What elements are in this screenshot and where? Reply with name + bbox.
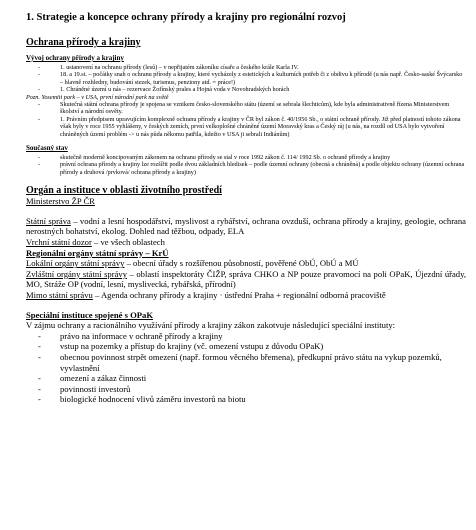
outside-paragraph xyxy=(26,290,466,301)
special-label: Zvláštní orgány státní správy xyxy=(26,268,127,279)
local-text: – obecní úřady s rozšířenou působností, pověřené ObÚ, ObÚ a MÚ xyxy=(124,258,359,269)
list-item: - 1. Chráněné území u nás – rezervace Žofínský prales a Hojná voda v Novohradských horách xyxy=(26,86,466,93)
ministry-label: Ministerstvo ŽP ČR xyxy=(26,196,95,207)
subheading-soucasny-stav: Současný stav xyxy=(26,144,68,153)
note-text: Pozn. Yosemiti park – v USA, první národní park na světě xyxy=(26,93,169,101)
state-admin-paragraph xyxy=(26,216,466,237)
document-page xyxy=(26,12,466,405)
special-paragraph xyxy=(26,269,466,290)
history-list-2 xyxy=(26,101,466,138)
outside-text: – Agenda ochrany přírody a krajiny · ústřední Praha + regionální odborná pracoviště xyxy=(92,290,386,301)
subheading-vyvoj: Vývoj ochrany přírody a krajiny xyxy=(26,54,124,62)
list-item: - obecnou povinnost strpět omezení (např. formou věcného břemena), předkupní právo státu na vykup pozemků, vyvlastnění xyxy=(26,352,466,373)
history-list xyxy=(26,64,466,94)
state-admin-label: Státní správa xyxy=(26,215,71,226)
special-intro: V zájmu ochrany a racionálního využívání přírody a krajiny zákon zakotvuje následující speciální instituty: xyxy=(26,320,396,331)
section-heading-special: Speciální instituce spojené s OPaK xyxy=(26,309,154,320)
list-item: - 18. a 19.st. – počátky snah o ochranu přírody a krajiny, které vycházely z estetických a kulturních potřeb či z obdivu k přírodě (u nás např. Česko-saské Švýcarsko – hlavně rozhledny, budování stezek, turismus, penziony atd. = práce!) xyxy=(26,71,466,86)
special-text: – oblastí inspektoráty ČIŽP, správa CHKO a NP pouze pravomocí na poli OPaK, Újezdní úřady, MO, Stráže OP (vodní, lesní, myslivecká, rybářská, přírodní) xyxy=(26,268,466,290)
list-item: - povinnosti investorů xyxy=(26,384,466,395)
section-heading-organy: Orgán a instituce v oblasti životního prostředí xyxy=(26,185,222,197)
regional-heading: Regionální orgány státní správy – KrÚ xyxy=(26,247,169,258)
outside-label: Mimo státní správu xyxy=(26,290,93,301)
document-title: 1. Strategie a koncepce ochrany přírody a krajiny pro regionální rozvoj xyxy=(26,12,346,23)
list-item: - biologické hodnocení vlivů záměru investorů na biotu xyxy=(26,394,466,405)
list-item: - právní ochrana přírody a krajiny lze rozšířit podle dvou základních hledisek – podle územní ochrany (obecná a chráněná) a podle objektu ochrany (územní ochrana přírody a druhová /prvková/ ochrana přírody a krajiny) xyxy=(26,161,466,176)
list-item: - Skutečná státní ochrana přírody je spojena se vznikem česko-slovenského státu (území se sebrala šlechticům), kde byla administrativně řízena Ministerstvem školství a národní osvěty. xyxy=(26,101,466,116)
special-list xyxy=(26,331,466,405)
supervision-text: – ve všech oblastech xyxy=(91,237,165,248)
list-item: - omezení a zákaz činnosti xyxy=(26,373,466,384)
list-item: - 1. Právním předpisem upravujícím komplexně ochranu přírody a krajiny v ČR byl zákon č. 40/1956 Sb., o státní ochraně přírody. Již před platností tohoto zákona však byly v roce 1955 vyhlášeny, v českých zemích, první velkoplošné chráněné území Moravský kras a Český ráj (u nás, na rozdíl od USA bylo vytvoření chráněných území problém -> u nás půda někomu patřila, kdežto v USA ji sebrali Indiánům) xyxy=(26,116,466,138)
list-item: - vstup na pozemky a přístup do krajiny (vč. omezení vstupu z důvodu OPaK) xyxy=(26,341,466,352)
list-item: - 1. ustanovení na ochranu přírody (lesů) – v nepřijatém zákoníku císaře a českého krále Karla IV. xyxy=(26,64,466,71)
current-list xyxy=(26,154,466,176)
list-item: - právo na informace v ochraně přírody a krajiny xyxy=(26,331,466,342)
section-heading-ochrana: Ochrana přírody a krajiny xyxy=(26,37,141,48)
local-label: Lokální orgány státní správy xyxy=(26,258,125,269)
supervision-paragraph xyxy=(26,237,466,248)
list-item: - skutečně moderně koncipovaným zákonem na ochranu přírody se stal v roce 1992 zákon č. 114/ 1992 Sb. o ochraně přírody a krajiny xyxy=(26,154,466,161)
supervision-label: Vrchní státní dozor xyxy=(26,237,92,248)
local-paragraph xyxy=(26,258,466,269)
state-admin-text: – vodní a lesní hospodářství, myslivost a rybářství, ochrana ovzduší, ochrana přírody a krajiny, geologie, ochrana nerostných bohatství, ekolog. Dohled nad těžbou, odpady, ELA xyxy=(26,215,466,237)
